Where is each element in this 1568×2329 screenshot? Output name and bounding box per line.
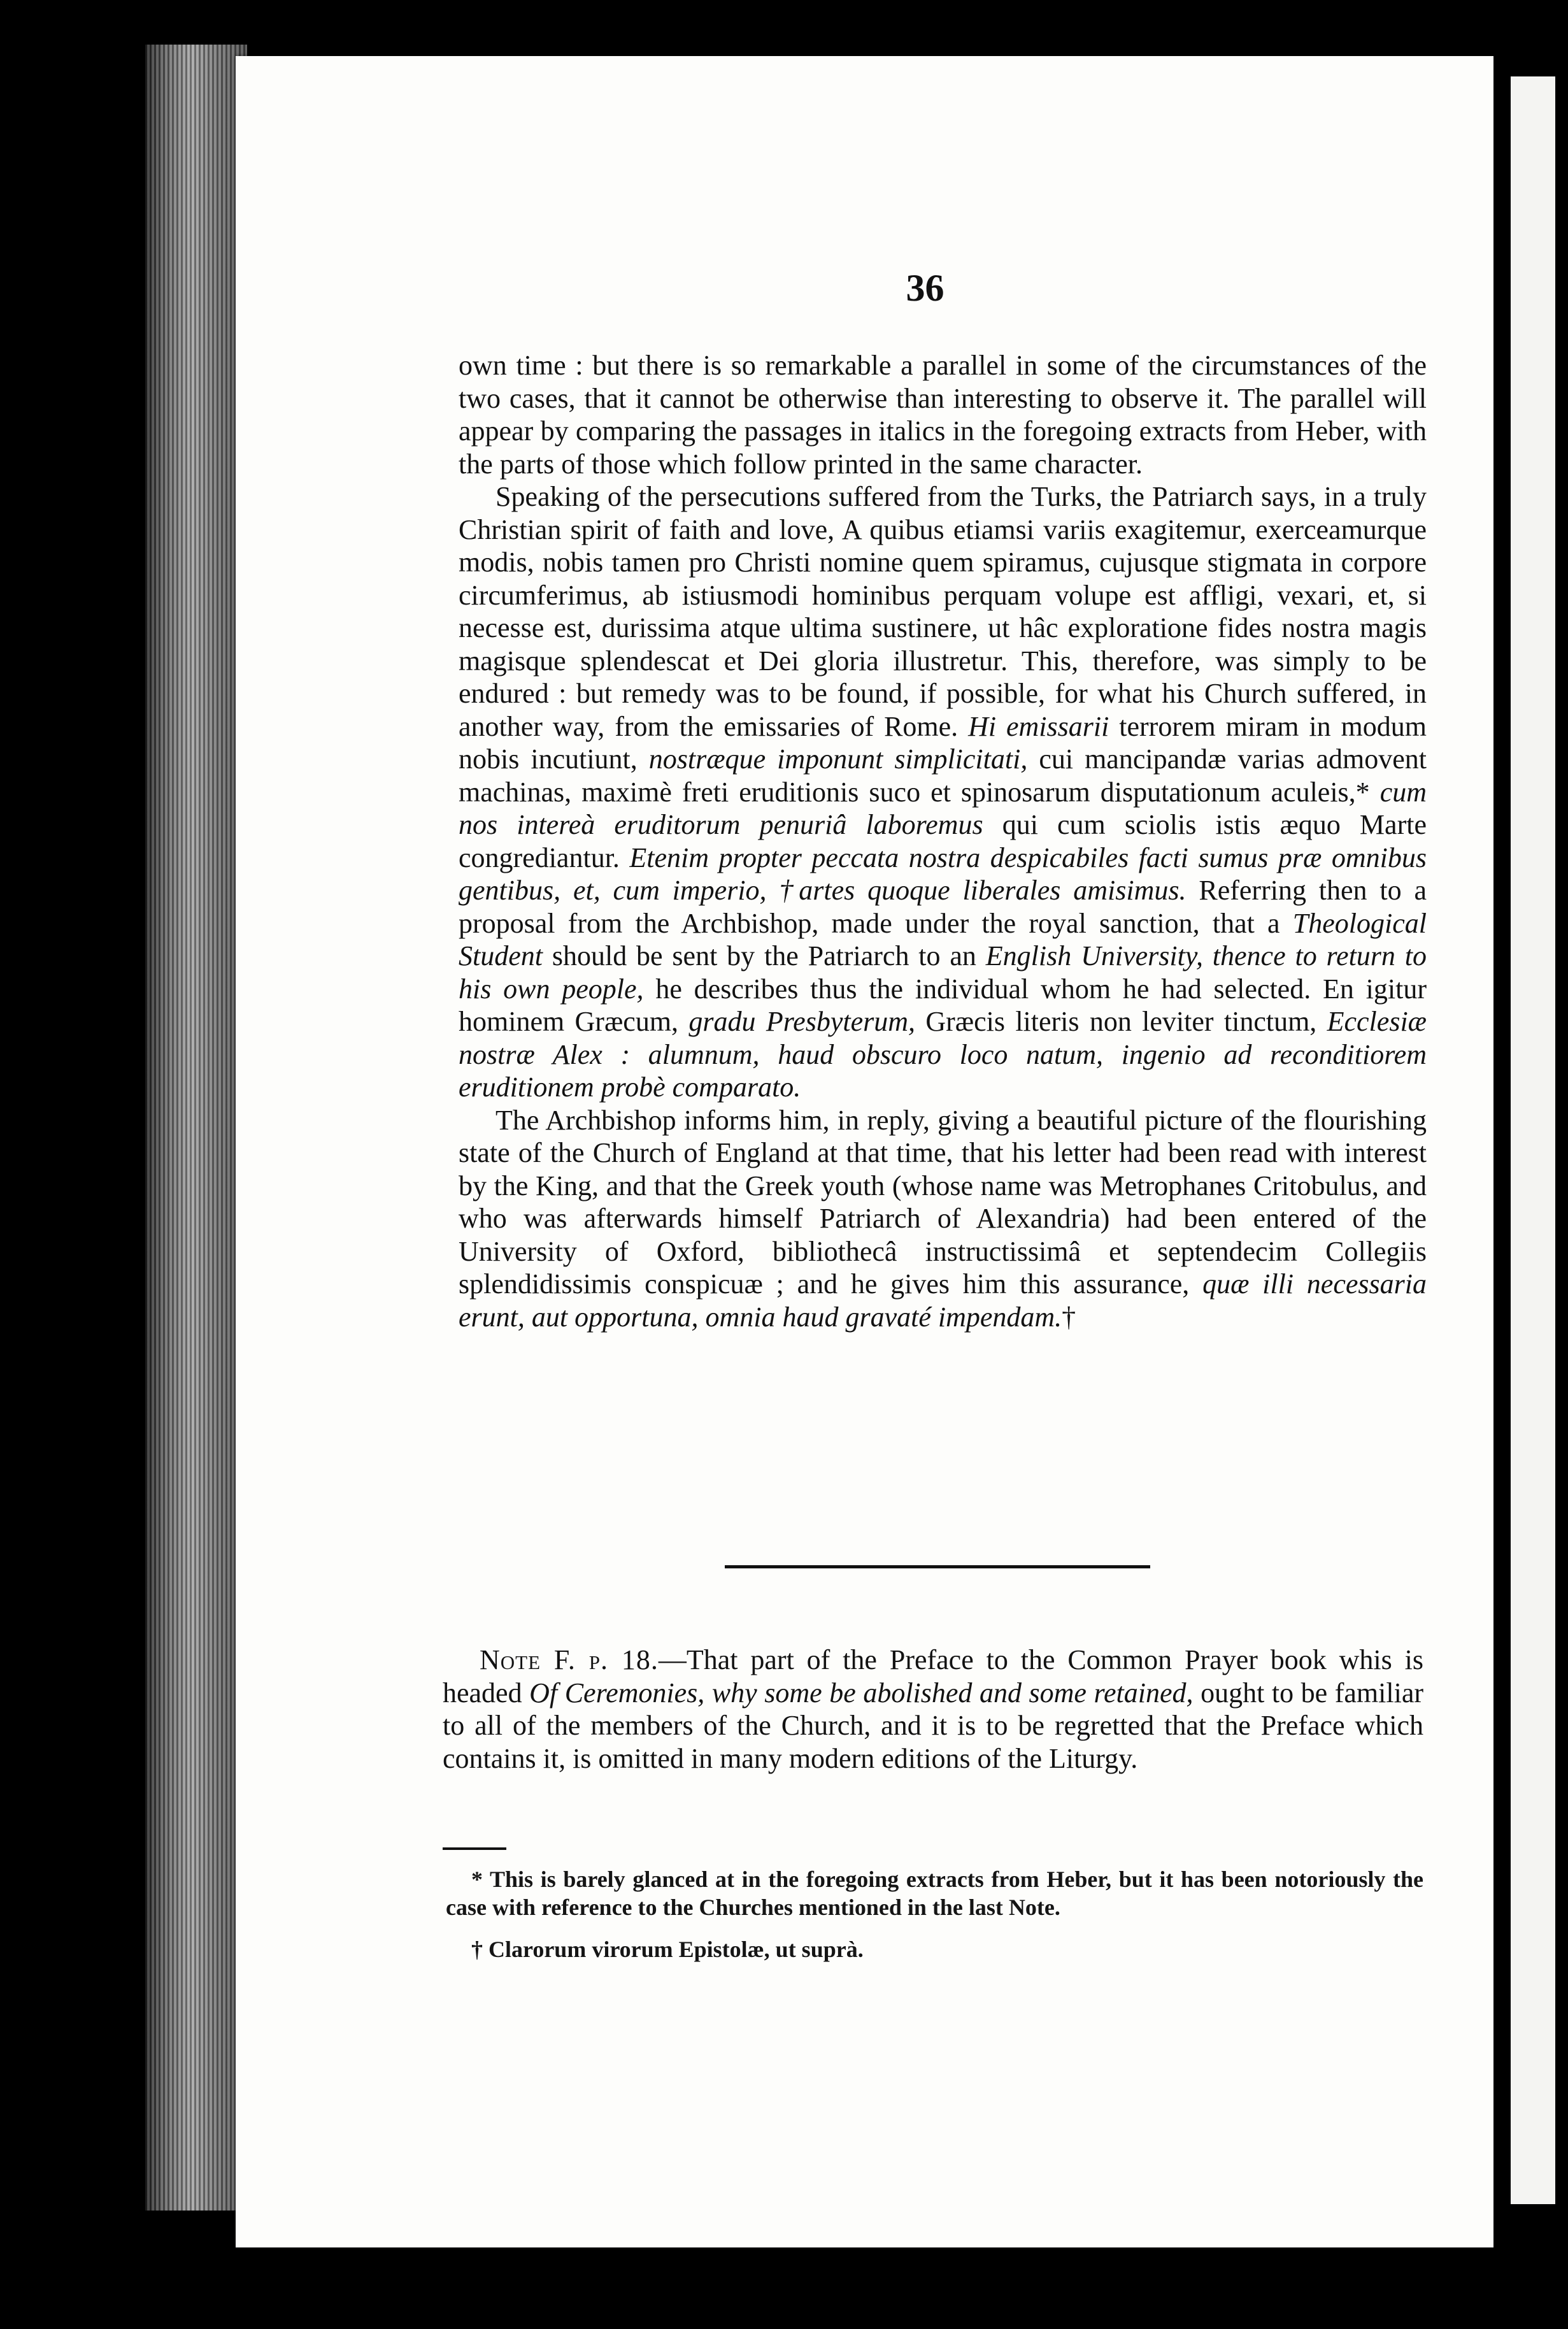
paragraph-3-italic-b: quæ illi necessaria erunt, aut opportuna, omnia haud gravaté impendam. <box>459 1268 1427 1333</box>
paragraph-2-italic-p: Ecclesiæ nostræ Alex : alumnum, haud obscuro loco natum, ingenio ad reconditiorem eruditionem probè comparato. <box>459 1006 1427 1103</box>
note-text-c: ought to be familiar to all of the members of the Church, and it is to be regretted that the Preface which contains it, is omitted in many modern editions of the Liturgy. <box>443 1677 1423 1774</box>
footnote-rule <box>443 1847 506 1850</box>
paragraph-3-text-a: The Archbishop informs him, in reply, giving a beautiful picture of the flourishing state of the Church of England at that time, that his letter had been read with interest by the King, and that the Greek youth (whose name was Metrophanes Critobulus, and who was afterwards himself Patriarch of Alexandria) had been entered of the University of Oxford, bibliothecâ instructissimâ et septendecim Collegiis splendidissimis conspicuæ ; and he gives him this assurance, <box>459 1104 1427 1300</box>
paragraph-2-text-o: Græcis literis non leviter tinctum, <box>915 1006 1327 1037</box>
paragraph-2-italic-l: English University, thence to return to his own people, <box>459 940 1427 1005</box>
paragraph-1 <box>459 349 1427 480</box>
footnote-asterisk: * This is barely glanced at in the foregoing extracts from Heber, but it has been notoriously the case with reference to the Churches mentioned in the last Note. <box>446 1867 1423 1920</box>
paragraph-2-italic-n: gradu Presbyterum, <box>688 1006 916 1037</box>
section-divider <box>725 1565 1150 1568</box>
paragraph-2-text-c: terrorem miram in modum nobis incutiunt, <box>459 710 1427 775</box>
footnote-dagger: † Clarorum virorum Epistolæ, ut suprà. <box>471 1937 864 1962</box>
paragraph-2-text-i: Referring then to a proposal from the Archbishop, made under the royal sanction, that a <box>459 875 1427 939</box>
paragraph-2-text-k: should be sent by the Patriarch to an <box>542 940 986 971</box>
facing-page-edge <box>1511 76 1555 2204</box>
paragraph-2-italic-h: Etenim propter peccata nostra despicabiles facti sumus præ omnibus gentibus, et, cum imperio, †artes quoque liberales amisimus. <box>459 842 1427 906</box>
note-text-a: —That part of the Preface to the Common Prayer book whis is headed <box>443 1644 1423 1709</box>
paragraph-3-footnote-mark: † <box>1062 1301 1076 1333</box>
paragraph-2-text-a: Speaking of the persecutions suffered from the Turks, the Patriarch says, in a truly Christian spirit of faith and love, A quibus etiamsi variis exagitemur, exerceamurque modis, nobis tamen pro Christi nomine quem spiramus, cujusque stigmata in corpore circumferimus, ab istiusmodi hominibus perquam volupe est affligi, vexari, et, si necesse est, durissima atque ultima sustinere, ut hâc exploratione fides nostra magis magisque splendescat et Dei gloria illustretur. This, therefore, was simply to be endured : but remedy was to be found, if possible, for what his Church suffered, in another way, from the emissaries of Rome. <box>459 481 1427 742</box>
paragraph-3 <box>459 1104 1427 1334</box>
paragraph-2-italic-b: Hi emissarii <box>968 710 1109 742</box>
page-number: 36 <box>906 267 944 309</box>
note-heading: Note F. p. 18. <box>480 1644 659 1675</box>
page-stack-edge <box>145 45 247 2211</box>
paragraph-2-italic-j: Theological Student <box>459 907 1427 971</box>
paragraph-2-text-m: he describes thus the individual whom he had selected. En igitur hominem Græcum, <box>459 973 1427 1037</box>
footnotes <box>446 1865 1423 1977</box>
paragraph-1-text: own time : but there is so remarkable a parallel in some of the circumstances of the two cases, that it cannot be otherwise than interesting to observe it. The parallel will appear by comparing the passages in italics in the foregoing extracts from Heber, with the parts of those which follow printed in the same character. <box>459 350 1427 480</box>
paragraph-2-text-g: qui cum sciolis istis æquo Marte congrediantur. <box>459 809 1427 873</box>
paragraph-2-italic-f: cum nos intereà eruditorum penuriâ laboremus <box>459 776 1427 840</box>
paragraph-2 <box>459 480 1427 1104</box>
main-text <box>459 349 1427 1333</box>
note-italic-b: Of Ceremonies, why some be abolished and some retained, <box>529 1677 1194 1709</box>
paragraph-2-italic-d: nostræque imponunt simplicitati, <box>648 743 1028 775</box>
paragraph-2-text-e: cui mancipandæ varias admovent machinas, maximè freti eruditionis suco et spinosarum disputationum aculeis,* <box>459 743 1427 808</box>
note-f <box>443 1644 1423 1775</box>
